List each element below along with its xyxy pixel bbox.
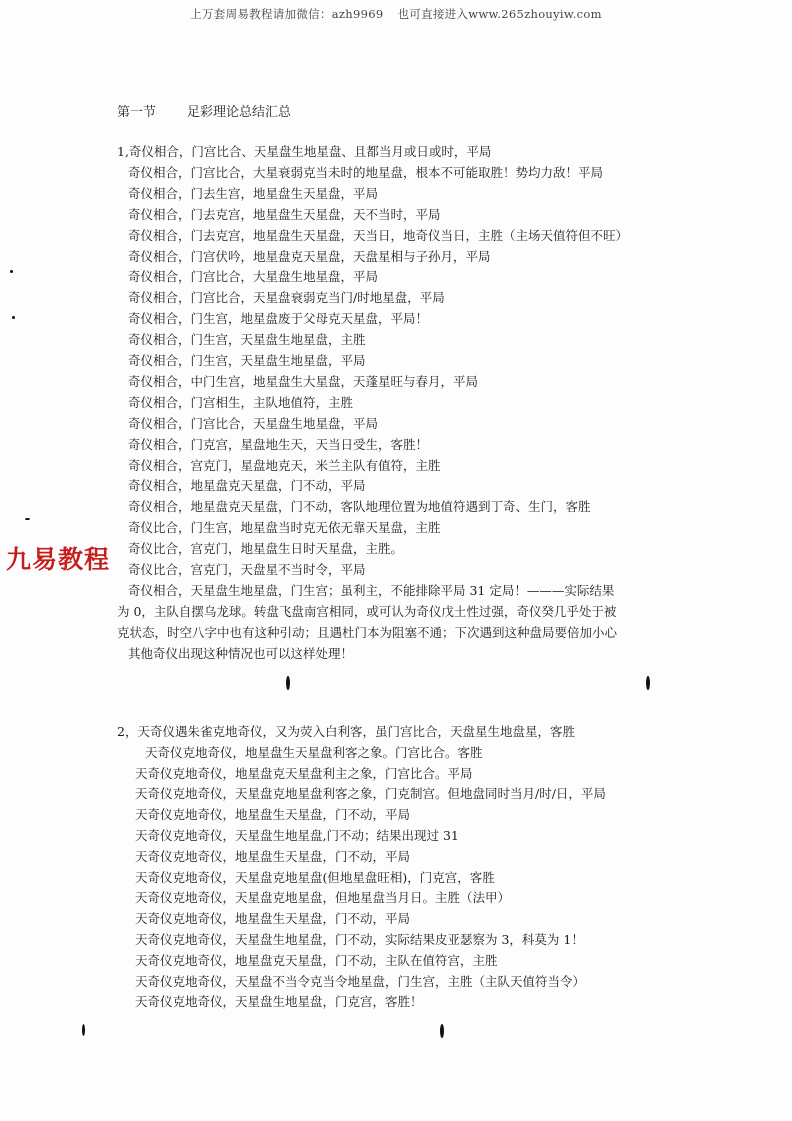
rule-line: 天奇仪克地奇仪，地星盘生天星盘，门不动，平局 [135, 807, 411, 823]
rule-line: 天奇仪克地奇仪，地星盘生天星盘利客之象。门宫比合。客胜 [145, 744, 483, 760]
rule-line: 奇仪相合，宫克门，星盘地克天，米兰主队有值符，主胜 [128, 457, 441, 473]
rule-line: 天奇仪克地奇仪，天星盘生地星盘，门克宫，客胜！ [135, 994, 423, 1010]
section-heading [117, 101, 291, 120]
scan-mark [25, 518, 30, 520]
rule-line: 天奇仪克地奇仪，天星盘生地星盘,门不动；结果出现过 31 [135, 828, 459, 843]
watermark-logo: 九易教程 [6, 545, 111, 574]
scan-mark [646, 676, 650, 690]
rule-line: 天奇仪克地奇仪，天星盘不当令克当令地星盘，门生宫，主胜（主队天值符当令） [135, 973, 586, 989]
rule-line: 奇仪比合，门生宫，地星盘当时克无依无靠天星盘，主胜 [128, 520, 441, 536]
rule-line: 奇仪比合，宫克门，地星盘生日时天星盘，主胜。 [128, 541, 404, 557]
scan-mark [10, 270, 13, 273]
rule-line: 2，天奇仪遇朱雀克地奇仪，又为荧入白利客，虽门宫比合，天盘星生地盘星，客胜 [117, 724, 575, 739]
rule-line: 天奇仪克地奇仪，天星盘克地星盘，但地星盘当月日。主胜（法甲） [135, 890, 511, 906]
scan-mark [82, 1024, 85, 1036]
rule-line: 奇仪相合，门宫伏吟，地星盘克天星盘，天盘星相与子孙月，平局 [128, 248, 491, 264]
rule-line: 奇仪相合，门宫比合，大星衰弱克当未时的地星盘，根本不可能取胜！势均力敌！平局 [128, 164, 604, 180]
header-website-text: 也可直接进入www.265zhouyiw.com [397, 7, 602, 21]
rule-line: 奇仪相合，门宫比合，天星盘生地星盘，平局 [128, 415, 379, 431]
rule-line: 克状态，时空八字中也有这种引动；且遇杜门本为阻塞不通；下次遇到这种盘局要倍加小心 [117, 624, 618, 640]
rule-line: 奇仪相合，门生宫，地星盘废于父母克天星盘，平局！ [128, 311, 429, 327]
rule-line: 奇仪相合，门去生宫，地星盘生天星盘，平局 [128, 185, 379, 201]
rule-line: 奇仪相合，门去克宫，地星盘生天星盘，天当日，地奇仪当日，主胜（主场天值符但不旺） [128, 227, 629, 243]
rule-line: 奇仪相合，地星盘克天星盘，门不动，客队地理位置为地值符遇到丁奇、生门，客胜 [128, 499, 591, 515]
rule-line: 奇仪相合，门宫比合，大星盘生地星盘，平局 [128, 269, 379, 285]
rule-line: 奇仪相合，门生宫，天星盘生地星盘，主胜 [128, 332, 366, 348]
rule-line: 奇仪相合，中门生宫，地星盘生大星盘，天蓬星旺与春月，平局 [128, 373, 479, 389]
rule-line: 为 0，主队自摆乌龙球。转盘飞盘南宫相同，或可认为奇仪戊土性过强，奇仪癸几乎处于被 [117, 603, 617, 619]
rule-line: 天奇仪克地奇仪，地星盘克天星盘利主之象，门宫比合。平局 [135, 765, 473, 781]
rule-line: 其他奇仪出现这种情况也可以这样处理！ [128, 645, 354, 661]
rule-line: 天奇仪克地奇仪，天星盘克地星盘利客之象，门克制宫。但地盘同时当月/时/日，平局 [135, 786, 606, 802]
rule-line: 奇仪相合，门宫相生，主队地值符，主胜 [128, 394, 354, 410]
rule-line: 奇仪相合，地星盘克天星盘，门不动，平局 [128, 478, 366, 494]
section-title: 足彩理论总结汇总 [187, 105, 292, 120]
scan-mark [12, 316, 15, 319]
page-header [0, 6, 792, 22]
rule-line: 天奇仪克地奇仪，天星盘生地星盘，门不动，实际结果皮亚瑟察为 3，科莫为 1！ [135, 932, 584, 947]
rule-line: 奇仪相合，门克宫，星盘地生天，天当日受生，客胜！ [128, 436, 429, 452]
rule-line: 奇仪相合，天星盘生地星盘，门生宫；虽利主，不能排除平局 31 定局！———实际结果 [128, 582, 615, 598]
rule-line: 奇仪比合，宫克门，天盘星不当时令，平局 [128, 562, 366, 577]
rule-line: 天奇仪克地奇仪，地星盘克天星盘，门不动，主队在值符宫，主胜 [135, 952, 498, 968]
rule-line: 天奇仪克地奇仪，天星盘克地星盘(但地星盘旺相)，门克宫，客胜 [135, 869, 495, 885]
rule-line: 奇仪相合，门去克宫，地星盘生天星盘，天不当时，平局 [128, 206, 441, 222]
rule-line: 奇仪相合，门生宫，天星盘生地星盘，平局 [128, 353, 366, 368]
header-wechat-text: 上万套周易教程请加微信：azh9969 [190, 7, 384, 21]
rule-line: 1,奇仪相合，门宫比合、天星盘生地星盘、且都当月或日或时，平局 [117, 144, 492, 159]
scan-mark [286, 676, 290, 690]
rule-line: 奇仪相合，门宫比合，天星盘衰弱克当门/时地星盘，平局 [128, 290, 445, 306]
section-number: 第一节 [117, 105, 157, 120]
rule-line: 天奇仪克地奇仪，地星盘生天星盘，门不动，平局 [135, 848, 411, 864]
scan-mark [440, 1024, 444, 1038]
rule-line: 天奇仪克地奇仪，地星盘生天星盘，门不动，平局 [135, 911, 411, 927]
